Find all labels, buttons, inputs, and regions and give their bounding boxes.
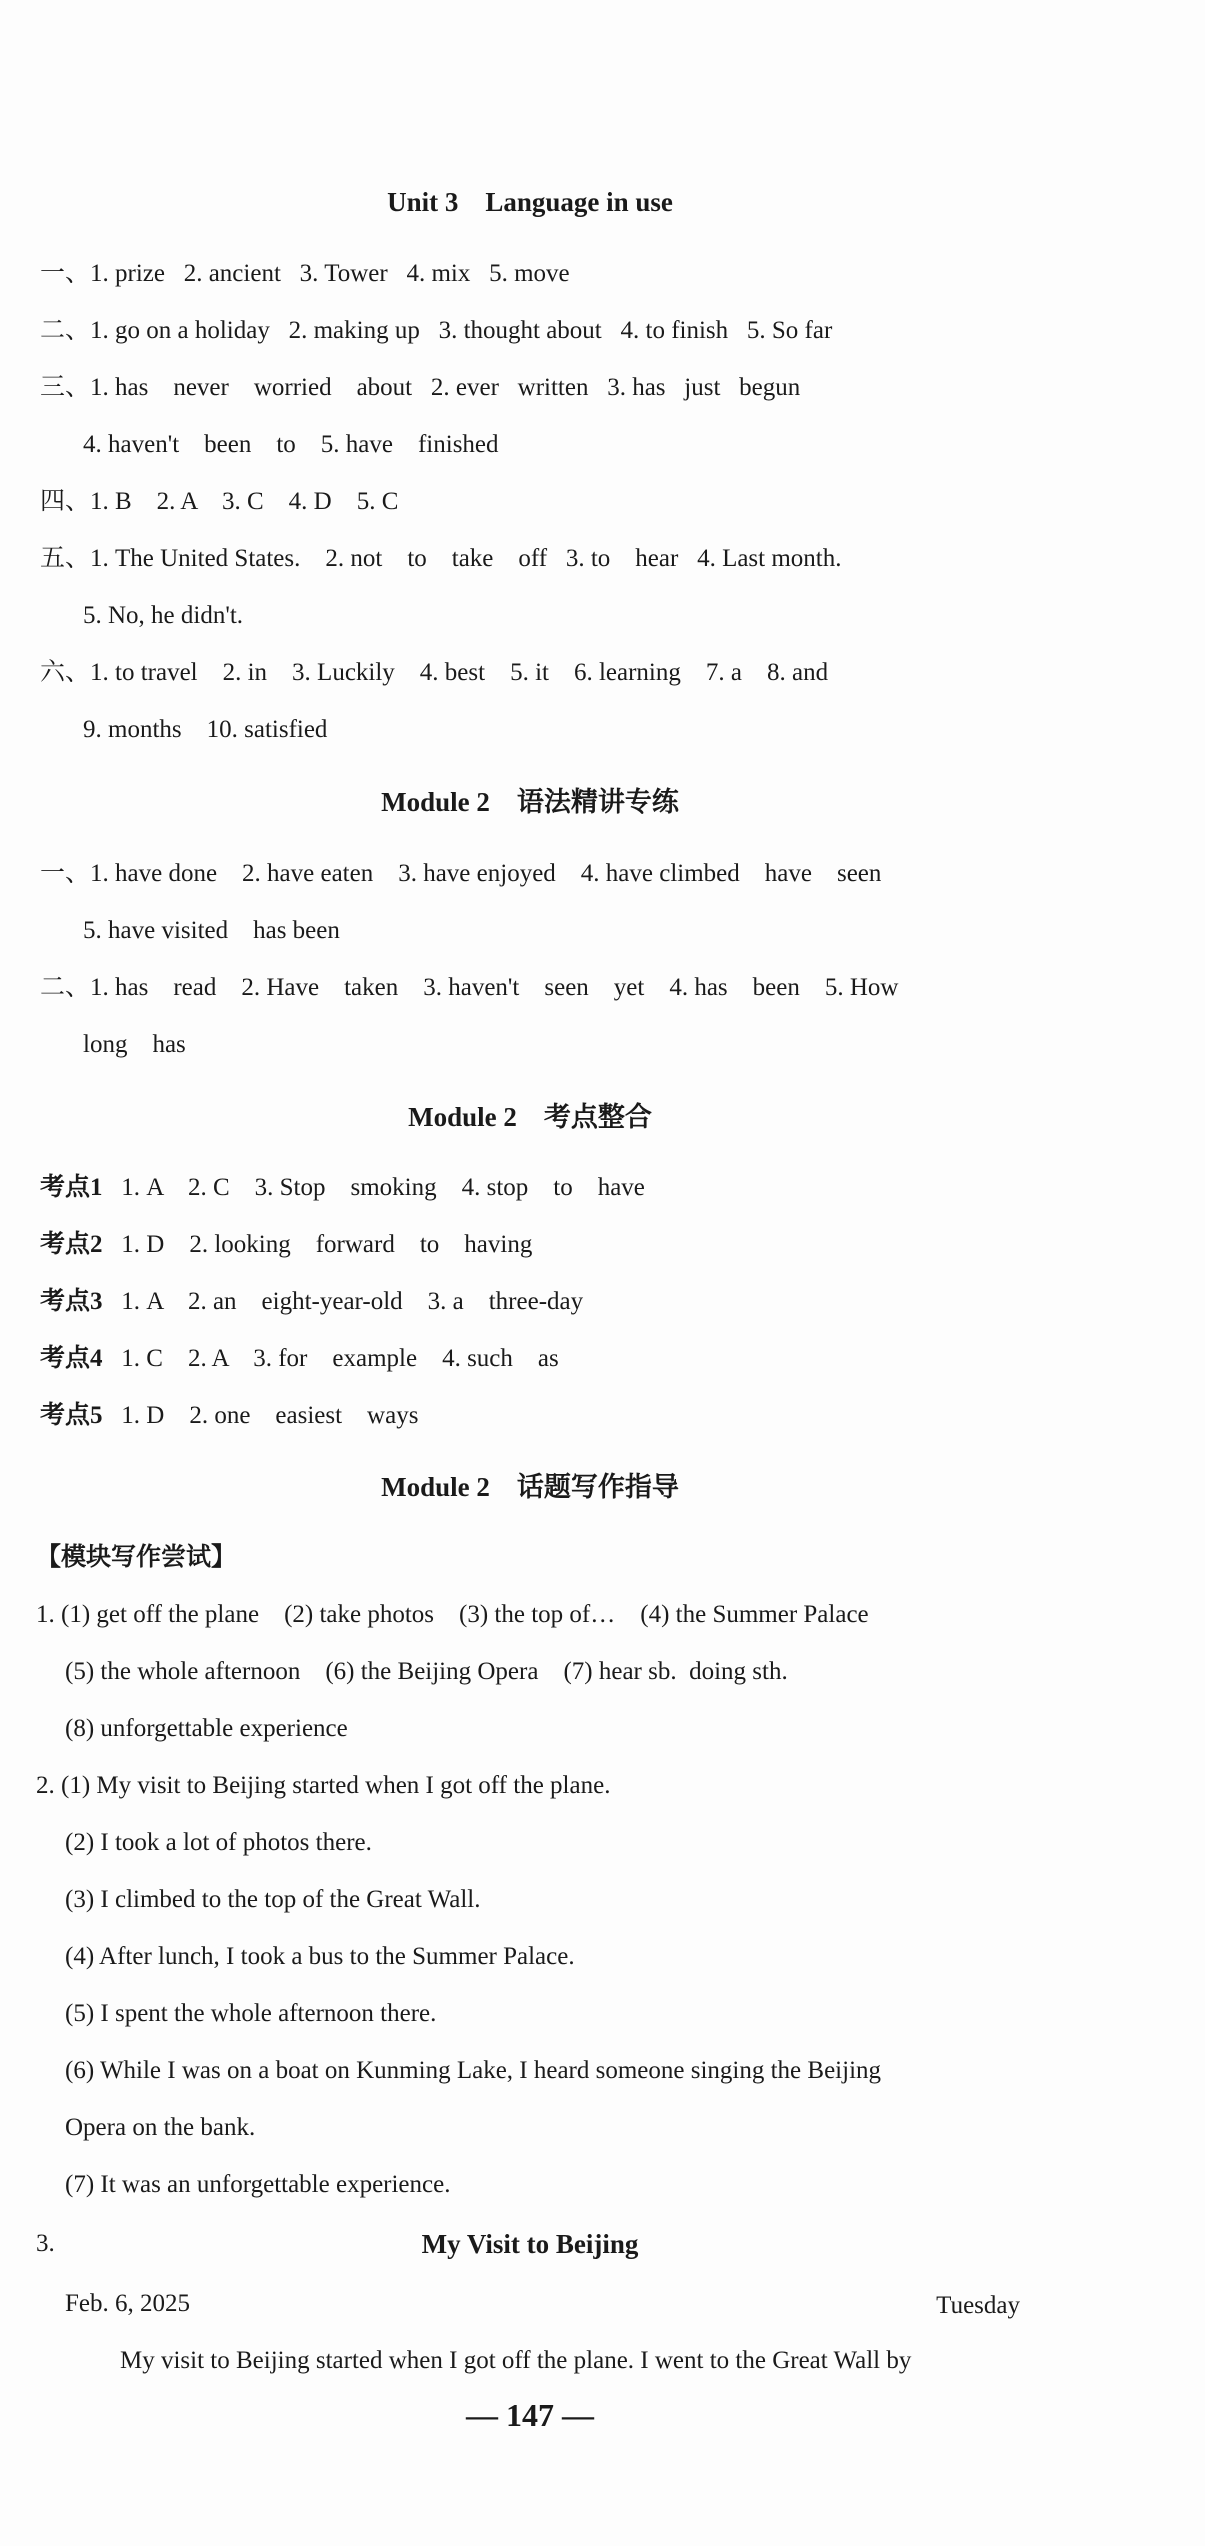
writing-q2-line-8: (7) It was an unforgettable experience. [65,2171,451,2198]
writing-q3-body: My visit to Beijing started when I got off the plane. I went to the Great Wall by [120,2347,912,2374]
grammar-line-3: 二、1. has read 2. Have taken 3. haven't seen yet 4. has been 5. How [40,974,899,1001]
unit3-title: Unit 3 Language in use [387,187,673,217]
writing-q2-line-4: (4) After lunch, I took a bus to the Summer Palace. [65,1943,575,1970]
writing-q2-line-2: (2) I took a lot of photos there. [65,1829,372,1856]
kaodian-label: 考点3 [40,1288,103,1315]
writing-q1-line-1: 1. (1) get off the plane (2) take photos (3) the top of… (4) the Summer Palace [36,1601,869,1628]
kaodian-item-4 [40,1343,559,1375]
page-number: — 147 — [466,2397,594,2433]
unit3-line-1: 一、1. prize 2. ancient 3. Tower 4. mix 5. move [40,260,570,287]
kaodian-text: 1. A 2. an eight-year-old 3. a three-day [121,1288,584,1315]
unit3-line-7: 5. No, he didn't. [83,602,244,629]
kaodian-text: 1. A 2. C 3. Stop smoking 4. stop to have [121,1174,645,1201]
kaodian-text: 1. D 2. looking forward to having [121,1231,533,1258]
grammar-line-4: long has [83,1031,186,1058]
kaodian-item-2 [40,1229,532,1261]
writing-q2-line-6: (6) While I was on a boat on Kunming Lake, I heard someone singing the Beijing [65,2057,882,2084]
writing-q2-line-1: 2. (1) My visit to Beijing started when I got off the plane. [36,1772,611,1799]
unit3-line-4: 4. haven't been to 5. have finished [83,431,499,458]
kaodian-item-1 [40,1172,645,1204]
kaodian-text: 1. C 2. A 3. for example 4. such as [121,1345,559,1372]
writing-q3-date: Feb. 6, 2025 [65,2290,190,2317]
kaodian-label: 考点1 [40,1174,103,1201]
kaodian-label: 考点5 [40,1402,103,1429]
kaodian-label: 考点2 [40,1231,103,1258]
writing-title: Module 2 话题写作指导 [381,1472,679,1502]
grammar-line-2: 5. have visited has been [83,917,340,944]
kaodian-label: 考点4 [40,1345,103,1372]
unit3-line-2: 二、1. go on a holiday 2. making up 3. thought about 4. to finish 5. So far [40,317,833,344]
grammar-line-1: 一、1. have done 2. have eaten 3. have enjoyed 4. have climbed have seen [40,860,882,887]
unit3-line-3: 三、1. has never worried about 2. ever written 3. has just begun [40,374,801,401]
writing-q3-day: Tuesday [936,2292,1020,2319]
writing-q3-number: 3. [36,2230,55,2257]
writing-q3-title: My Visit to Beijing [421,2229,639,2259]
grammar-title: Module 2 语法精讲专练 [381,787,679,817]
kaodian-item-5 [40,1400,418,1432]
unit3-line-8: 六、1. to travel 2. in 3. Luckily 4. best 5. it 6. learning 7. a 8. and [40,659,829,686]
writing-q1-line-3: (8) unforgettable experience [65,1715,348,1742]
kaodian-item-3 [40,1286,583,1318]
unit3-line-9: 9. months 10. satisfied [83,716,328,743]
writing-q1-line-2: (5) the whole afternoon (6) the Beijing Opera (7) hear sb. doing sth. [65,1658,788,1685]
unit3-line-5: 四、1. B 2. A 3. C 4. D 5. C [40,488,399,515]
writing-q2-line-7: Opera on the bank. [65,2114,256,2141]
kaodian-text: 1. D 2. one easiest ways [121,1402,419,1429]
kaodian-title: Module 2 考点整合 [408,1102,652,1132]
writing-q2-line-3: (3) I climbed to the top of the Great Wall. [65,1886,481,1913]
writing-section-label: 【模块写作尝试】 [36,1544,237,1571]
unit3-line-6: 五、1. The United States. 2. not to take off 3. to hear 4. Last month. [40,545,842,572]
writing-q2-line-5: (5) I spent the whole afternoon there. [65,2000,437,2027]
